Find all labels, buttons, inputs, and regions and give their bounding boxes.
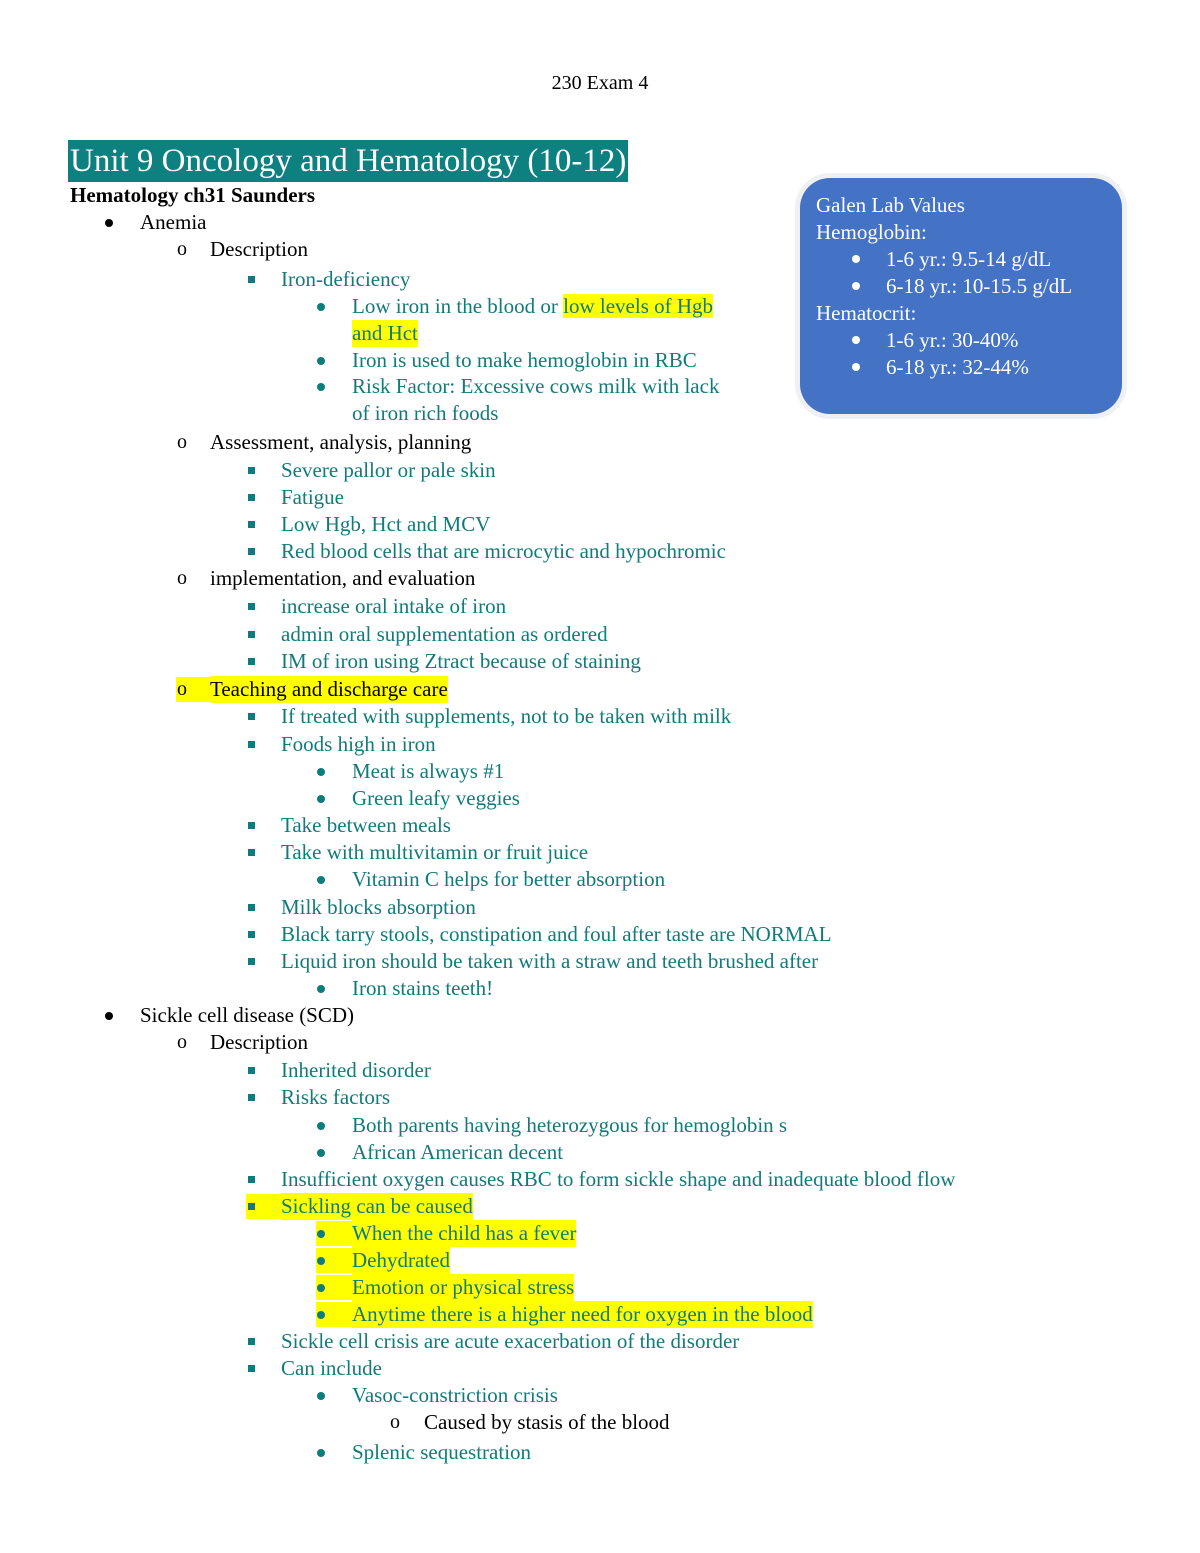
circle-bullet-icon: o [177,1031,187,1053]
square-bullet-icon [248,713,255,720]
square-bullet-icon [248,931,255,938]
square-bullet-icon [248,1176,255,1183]
bullet-icon [317,768,325,776]
square-bullet-icon [248,1067,255,1074]
bullet-icon [852,363,860,371]
bullet-icon [317,1149,325,1157]
square-bullet-icon [248,603,255,610]
bullet-icon [317,1392,325,1400]
bullet-icon [317,876,325,884]
square-bullet-icon [248,1094,255,1101]
bullet-icon [317,1311,325,1319]
square-bullet-icon [248,958,255,965]
square-bullet-icon [248,631,255,638]
hematocrit-value: 6-18 yr.: 32-44% [886,355,1029,379]
bullet-icon [317,1284,325,1292]
square-bullet-icon [248,494,255,501]
hematocrit-label: Hematocrit: [816,301,917,325]
bullet-icon [105,1012,113,1020]
square-bullet-icon [248,658,255,665]
bullet-icon [852,336,860,344]
square-bullet-icon [248,276,255,283]
bullet-icon [317,795,325,803]
hemoglobin-value: 6-18 yr.: 10-15.5 g/dL [886,274,1073,298]
bullet-icon [317,1449,325,1457]
hematocrit-value: 1-6 yr.: 30-40% [886,328,1019,352]
lab-values-box [800,178,1122,414]
square-bullet-icon [248,467,255,474]
hemoglobin-label: Hemoglobin: [816,220,927,244]
circle-bullet-icon: o [177,567,187,589]
hemoglobin-value: 1-6 yr.: 9.5-14 g/dL [886,247,1052,271]
square-bullet-icon [248,521,255,528]
bullet-icon [317,1257,325,1265]
bullet-icon [105,219,113,227]
bullet-icon [317,1230,325,1238]
circle-bullet-icon: o [177,431,187,453]
square-bullet-icon [248,904,255,911]
bullet-icon [852,282,860,290]
square-bullet-icon [248,849,255,856]
circle-bullet-icon: o [177,678,187,700]
bullet-icon [317,985,325,993]
bullet-icon [317,383,325,391]
unit-title: Unit 9 Oncology and Hematology (10-12) [68,140,628,182]
page-header: 230 Exam 4 [551,72,649,94]
square-bullet-icon [248,548,255,555]
bullet-icon [852,255,860,263]
circle-bullet-icon: o [390,1411,400,1433]
bullet-icon [317,303,325,311]
square-bullet-icon [248,1338,255,1345]
section-heading: Hematology ch31 Saunders [70,183,316,207]
square-bullet-icon [248,741,255,748]
bullet-icon [317,357,325,365]
square-bullet-icon [248,1203,255,1210]
circle-bullet-icon: o [177,238,187,260]
lab-box-title: Galen Lab Values [816,193,965,217]
document-page: 230 Exam 4 Unit 9 Oncology and Hematology (10-12) Hematology ch31 Saunders Galen Lab Values Hemoglobin: 1-6 yr.: 9.5-14 g/dL 6-18 yr.: 10-15.5 g/dL Hematocrit: 1-6 yr.: 30-40% 6-18 yr.: 32-44% Anemia o Description Iron-deficiency Low iron in the blood or low levels of Hgb and Hct Iron is used to make hemoglobin in RBC Risk Factor: Excessive cows milk with lack of iron rich foods o Assessment, analysis, planning Severe pallor or pale skin Fatigue Low Hgb, Hct and MCV Red blood cells that are microcytic and hypochromic o implementation, and evaluation increase oral intake of iron admin oral supplementation as ordered IM of iron using Ztract because of staining o Teaching and discharge care If treated with supplements, not to be taken with milk Foods high in iron Meat is always #1 Green leafy veggies Take between meals Take with multivitamin or fruit juice Vitamin C helps for better absorption Milk blocks absorption Black tarry stools, constipation and foul after taste are NORMAL Liquid iron should be taken with a straw and teeth brushed after Iron stains teeth! Sickle cell disease (SCD) o Description Inherited disorder Risks factors Both parents having heterozygous for hemoglobin s African American decent Insufficient oxygen causes RBC to form sickle shape and inadequate blood flow Sickling can be caused When the child has a fever Dehydrated Emotion or physical stress Anytime there is a higher need for oxygen in the blood Sickle cell crisis are acute exacerbation of the disorder Can include Vasoc-constriction crisis o Caused by stasis of the blood Splenic sequestration [0,0,1200,1553]
square-bullet-icon [248,1365,255,1372]
square-bullet-icon [248,822,255,829]
bullet-icon [317,1122,325,1130]
